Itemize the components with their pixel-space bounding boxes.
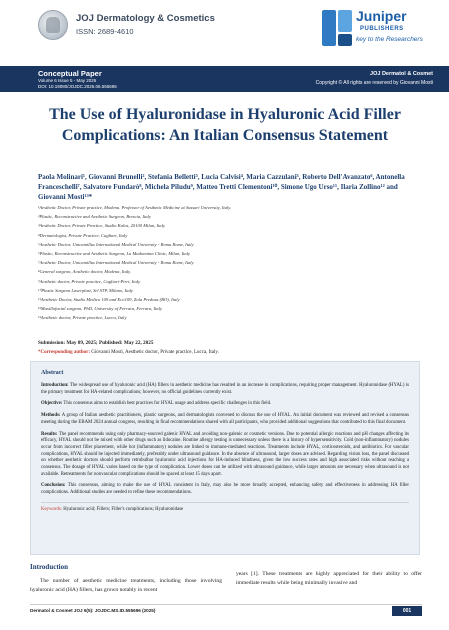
page-footer <box>30 604 422 616</box>
abstract-objective <box>41 401 409 408</box>
abstract-text: The widespread use of hyaluronic acid (HA) fillers in aesthetic medicine has resulted in an increase in complications, requiring proper management. Hyaluronidase (HYAL) is the primary treatment for HA-related complications; however, no official guidelines currently exist. <box>41 383 409 395</box>
abstract-text: A group of Italian aesthetic practitioners, plastic surgeons, and dermatologists convened to discuss the use of HYAL. An initial document was reviewed and revised a consensus meeting during the EBAM 2024 annual congress, resulting in final recommendations shared with all participants, who provided additional suggestions that contributed to this final document. <box>41 413 409 425</box>
abstract-label: Conclusion: <box>41 483 66 489</box>
introduction-heading: Introduction <box>30 563 68 571</box>
corresponding-text: Giovanni Mosti, Aesthetic doctor, Private practice, Lucca, Italy. <box>90 350 219 355</box>
affiliation-item: ⁵Aesthetic Doctor, Unicamillus International Medical University - Roma Rome, Italy <box>38 241 194 247</box>
article-title: The Use of Hyaluronidase in Hyaluronic Acid Filler Complications: An Italian Consensus Statement <box>49 106 401 144</box>
introduction-left-column: The number of aesthetic medicine treatments, including those involving hyaluronic acid (HA) fillers, has grown notably in recent <box>30 578 222 593</box>
affiliation-item: ⁷Aesthetic Doctor, Unicamillus International Medical University - Roma Rome, Italy <box>38 260 194 266</box>
affiliation-item: ¹²Maxillofacial surgeon, PhD, University of Ferrara, Ferrara, Italy <box>38 306 162 312</box>
abstract-label: Introduction: <box>41 383 69 388</box>
journal-issn: ISSN: 2689-4610 <box>76 27 134 36</box>
article-banner <box>0 66 449 92</box>
affiliation-item: ⁶Plastic, Reconstructive and Aesthetic Surgeon, La Madonnina Clinic, Milan, Italy <box>38 251 191 257</box>
abstract-divider <box>41 502 409 503</box>
affiliation-item: ⁴Dermatologist, Private Practice, Cagliari, Italy <box>38 232 128 238</box>
journal-short-name: JOJ Dermatol & Cosmet <box>370 71 433 77</box>
affiliation-item: ²Plastic, Reconstructive and Aesthetic Surgeon, Brescia, Italy <box>38 214 151 220</box>
abstract-conclusion <box>41 483 409 496</box>
abstract-results <box>41 432 409 479</box>
affiliation-item: ⁸General surgeon, Aesthetic doctor, Modena, Italy. <box>38 269 132 275</box>
abstract-text: This consensus, aiming to make the use of HYAL consistent in Italy, may also be more broadly accepted, enhancing safety and effectiveness in addressing HA filler complications. Additional studies are needed to refine these recommendations. <box>41 483 409 496</box>
corresponding-author <box>38 350 219 355</box>
submission-dates: Submission: May 09, 2025; Published: May 22, 2025 <box>38 340 154 346</box>
abstract-methods <box>41 413 409 426</box>
abstract-label: Objective: <box>41 401 63 407</box>
corresponding-label: *Corresponding author: <box>38 350 90 355</box>
journal-header <box>0 0 449 62</box>
footer-citation: Dermatol & Cosmet JOJ 6(5): JOJDC.MS.ID.555696 (2025) <box>30 608 156 613</box>
author-list: Paola Molinari¹, Giovanni Brunelli², Stefania Belletti³, Lucia Calvisi⁴, Maria Cazzulani⁵, Roberto Dell'Avanzato⁶, Antonella Franceschelli⁷, Salvatore Fundarò⁸, Michela Piludu⁹, Matteo Tretti Clementoni¹⁰, Simone Ugo Urso¹¹, Ilaria Zollino¹² and Giovanni Mosti¹³* <box>38 173 405 201</box>
affiliation-item: ⁹Aesthetic doctor, Private practice, Cagliari-Pirri, Italy <box>38 278 141 284</box>
abstract-introduction <box>41 383 409 396</box>
affiliation-item: ³Aesthetic Doctor, Private Practice, Studio Kalos, 20100 Milan, Italy <box>38 223 165 229</box>
keywords-label: Keywords: <box>41 506 63 512</box>
affiliation-list <box>38 203 418 323</box>
affiliation-item: ¹³Aesthetic doctor, Private practice, Lucca, Italy <box>38 315 127 321</box>
doi-link[interactable]: DOI: 10.19080/JOJDC.2025.06.555696 <box>38 84 117 89</box>
abstract-label: Methods: <box>41 413 61 419</box>
article-type: Conceptual Paper <box>38 69 102 78</box>
publisher-name: Juniper <box>356 8 407 24</box>
abstract-text: The panel recommends using only pharmacy-sourced galenic HYAL and avoiding non-galenic or cosmetic versions. Due to potential allergic reactions and pH changes affecting its efficacy, HYAL should not be mixed with other drugs such as lidocaine. Routine allergy testing is unnecessary unless there is a history of hypersensitivity. Cold (non-inflammatory) nodules occur from incorrect filler placement, while hot (inflammatory) nodules are linked to immune-mediated reactions. Treatments include HYAL, corticosteroids, and antibiotics. For vascular complications, HYAL should be injected immediately, preferably under ultrasound guidance. In the absence of ultrasound, larger doses are advised. Regarding vision loss, the panel discussed on whether aesthetic doctors should perform retrobulbar hyaluronic acid injections for HA-induced blindness, given the low success rates and high associated risks without reaching a consensus. The dosage of HYAL varies based on the type of complication. Lower doses can be utilized with ultrasound guidance, while larger amounts are necessary when ultrasound is not available. Retreatments for nonvascular complications should be spaced at least 15 days apart. <box>41 431 409 477</box>
publisher-tagline: key to the Researchers <box>356 36 423 43</box>
publisher-sub: PUBLISHERS <box>360 26 404 32</box>
keywords-text: Hyaluronic acid; Fillers; Filler's complications; Hyaluronidase <box>62 506 184 512</box>
abstract-box <box>30 361 420 555</box>
affiliation-item: ¹⁰Plastic Surgeon Laserplast, Srl STP, Milano, Italy <box>38 287 133 293</box>
introduction-right-column: years [1]. These treatments are highly appreciated for their ability to offer immediate results while being minimally invasive and <box>236 571 422 586</box>
abstract-label: Results: <box>41 431 58 437</box>
journal-name: JOJ Dermatology & Cosmetics <box>76 13 215 24</box>
affiliation-item: ¹Aesthetic Doctor, Private practice, Modena. Professor of Aesthetic Medicine at Sassari University, Italy. <box>38 205 232 210</box>
abstract-text: This consensus aims to establish best practices for HYAL usage and address specific challenges in this field. <box>62 401 272 407</box>
page-number: 001 <box>392 606 422 616</box>
publisher-logo-icon <box>322 10 352 46</box>
affiliation-item: ¹¹Aesthetic Doctor, Studio Medico 109 and Eco109, Zola Predosa (BO), Italy <box>38 297 180 303</box>
volume-info: Volume 6 Issue 5 - May 2025 <box>38 78 97 83</box>
keywords <box>41 507 409 512</box>
journal-logo-icon <box>38 10 68 40</box>
abstract-heading: Abstract <box>41 370 64 376</box>
copyright-text: Copyright © All rights are reserved by Giovanni Mosti <box>315 80 433 86</box>
publisher-logo <box>322 6 434 54</box>
